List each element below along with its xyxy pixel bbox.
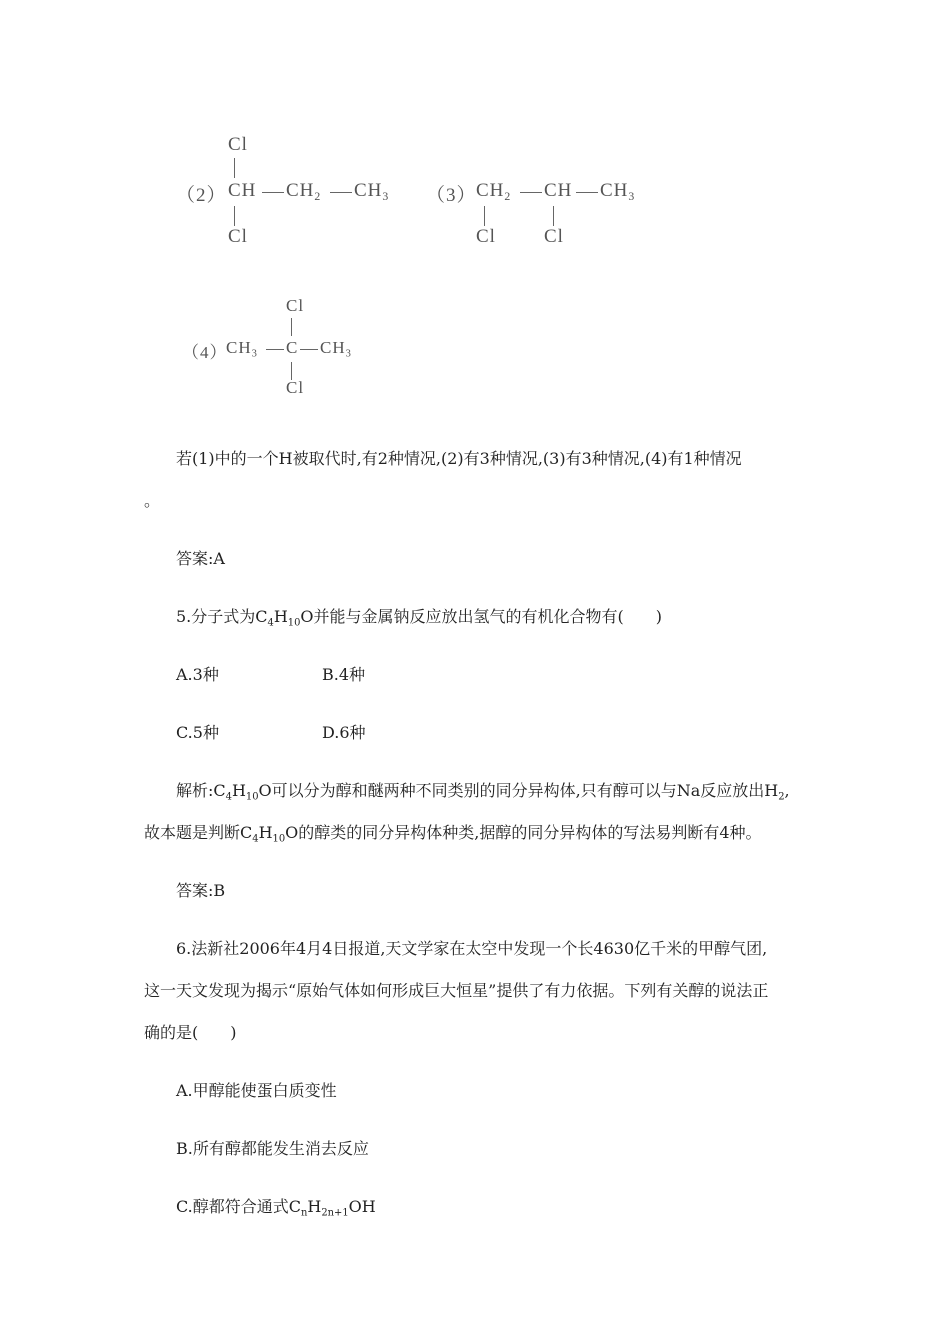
- formula-2-top-cl: Cl: [228, 134, 248, 155]
- formula-4-top-cl: Cl: [286, 296, 305, 315]
- question-6-line-3: 确的是( ): [144, 1023, 237, 1042]
- bond-horizontal: [266, 349, 284, 350]
- analysis-5-line-1: 解析$:C_4H_{10}O$可以分为醇和醚两种不同类别的同分异构体,只有醇可以与Na反应放出$H_2$,: [176, 781, 790, 803]
- formula-2-ch3: $CH_3$: [354, 180, 390, 204]
- bond-horizontal: [576, 192, 598, 193]
- question-6-line-1: 6.法新社2006年4月4日报道,天文学家在太空中发现一个长4630亿千米的甲醇气团,: [176, 939, 768, 958]
- formula-2-ch: CH: [228, 180, 257, 201]
- question-5-option-b: B.4种: [322, 665, 366, 684]
- formula-2-label: （2）: [176, 185, 227, 206]
- question-5-option-d: D.6种: [322, 723, 366, 742]
- formula-3-label: （3）: [426, 185, 477, 206]
- bond-horizontal: [330, 192, 352, 193]
- structural-formula-3: [426, 132, 666, 252]
- formula-3-cl-b: Cl: [544, 226, 564, 247]
- formula-3-ch3: $CH_3$: [600, 180, 636, 204]
- bond-vertical: [484, 206, 485, 226]
- question-5-option-c: C.5种: [176, 723, 219, 742]
- question-6-option-b: B.所有醇都能发生消去反应: [176, 1139, 369, 1158]
- formula-3-cl-a: Cl: [476, 226, 496, 247]
- question-6-option-a: A.甲醇能使蛋白质变性: [176, 1081, 337, 1100]
- answer-q5: 答案:B: [176, 881, 226, 900]
- bond-horizontal: [520, 192, 542, 193]
- analysis-5-line-2: 故本题是判断$C_4H_{10}O$的醇类的同分异构体种类,据醇的同分异构体的写法易判断有4种。: [144, 823, 762, 845]
- bond-vertical: [553, 206, 554, 226]
- question-5-stem: 5.分子式为$C_4H_{10}O$并能与金属钠反应放出氢气的有机化合物有( ): [176, 607, 662, 629]
- bond-horizontal: [262, 192, 284, 193]
- structural-formula-2: [176, 132, 416, 252]
- formula-2-ch2: $CH_2$: [286, 180, 322, 204]
- bond-vertical: [291, 318, 292, 336]
- substitution-explanation: 若(1)中的一个H被取代时,有2种情况,(2)有3种情况,(3)有3种情况,(4)有1种情况: [176, 449, 742, 468]
- formula-3-ch: CH: [544, 180, 573, 201]
- substitution-explanation-end: 。: [144, 491, 161, 510]
- formula-4-right-ch3: $CH_3$: [320, 338, 352, 360]
- answer-q4: 答案:A: [176, 549, 225, 568]
- structural-formula-4: [182, 294, 382, 404]
- question-6-line-2: 这一天文发现为揭示“原始气体如何形成巨大恒星”提供了有力依据。下列有关醇的说法正: [144, 981, 769, 1000]
- formula-4-label: （4）: [182, 343, 228, 362]
- formula-2-bottom-cl: Cl: [228, 226, 248, 247]
- formula-4-bottom-cl: Cl: [286, 378, 305, 397]
- formula-3-ch2: $CH_2$: [476, 180, 512, 204]
- bond-vertical: [234, 158, 235, 178]
- bond-horizontal: [300, 349, 318, 350]
- formula-4-center-c: C: [286, 338, 299, 357]
- question-5-option-a: A.3种: [176, 665, 219, 684]
- bond-vertical: [234, 206, 235, 226]
- formula-4-left-ch3: $CH_3$: [226, 338, 258, 360]
- question-6-option-c: C.醇都符合通式$C_nH_{2n+1}OH$: [176, 1197, 376, 1219]
